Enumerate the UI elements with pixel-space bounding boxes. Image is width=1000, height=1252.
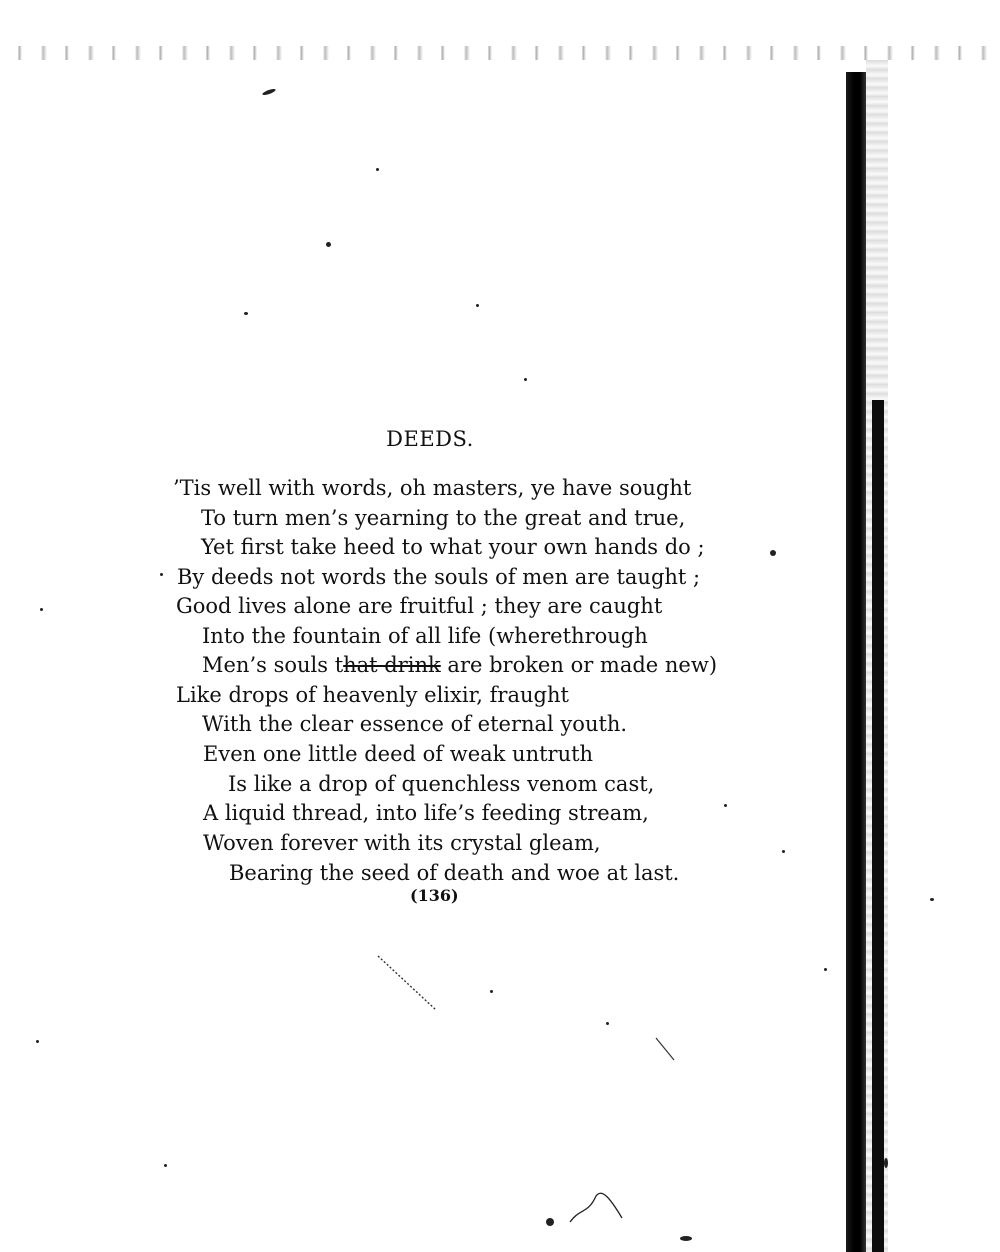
poem-line: Is like a drop of quenchless venom cast, <box>228 772 655 796</box>
scan-speck <box>326 242 331 247</box>
scan-speck <box>546 1218 554 1226</box>
page-number: (136) <box>410 886 459 905</box>
scan-speck <box>36 1040 39 1043</box>
poem-line: With the clear essence of eternal youth. <box>202 712 628 736</box>
scan-speck <box>476 304 479 307</box>
poem-title <box>0 427 860 451</box>
scan-speck <box>930 898 934 901</box>
scan-speck <box>40 608 43 611</box>
scan-speck <box>490 990 493 993</box>
poem-line: ’Tis well with words, oh masters, ye have sought <box>173 476 692 500</box>
scan-scratch <box>376 952 440 1016</box>
poem-line-segment: are broken or made new) <box>440 653 718 677</box>
poem-title-text: DEEDS. <box>386 427 474 451</box>
scan-scratch <box>566 1188 626 1228</box>
poem-line: A liquid thread, into life’s feeding stream, <box>203 801 649 825</box>
poem-line: Into the fountain of all life (wherethrough <box>202 624 648 648</box>
poem-line: To turn men’s yearning to the great and true, <box>201 506 686 530</box>
page-top-edge <box>0 46 1000 60</box>
scan-speck <box>244 312 248 315</box>
poem-line: By deeds not words the souls of men are taught ; <box>177 565 701 589</box>
scan-speck <box>262 88 277 97</box>
poem-line-segment: Men’s souls t <box>202 653 344 677</box>
scan-speck <box>884 1158 888 1168</box>
poem-line: Woven forever with its crystal gleam, <box>203 831 601 855</box>
poem-line: Yet first take heed to what your own hands do ; <box>201 535 705 559</box>
scan-speck <box>680 1236 692 1241</box>
poem-line: Good lives alone are fruitful ; they are caught <box>176 594 663 618</box>
scan-speck <box>164 1164 167 1167</box>
scan-speck <box>376 168 379 171</box>
scan-speck <box>524 378 527 381</box>
binding-shadow <box>846 72 866 1252</box>
poem-line <box>202 653 717 677</box>
scan-speck <box>770 550 776 556</box>
scan-speck <box>824 968 827 971</box>
scan-speck <box>606 1022 609 1025</box>
binding-shadow-inner <box>872 400 884 1252</box>
scan-scratch <box>654 1036 678 1064</box>
scan-speck <box>724 804 727 807</box>
scan-speck <box>160 573 163 576</box>
poem-line: Even one little deed of weak untruth <box>203 742 594 766</box>
poem-line: Bearing the seed of death and woe at last. <box>229 861 680 885</box>
struck-text: hat drink <box>343 653 441 677</box>
scan-speck <box>782 850 785 853</box>
poem-line: Like drops of heavenly elixir, fraught <box>176 683 569 707</box>
